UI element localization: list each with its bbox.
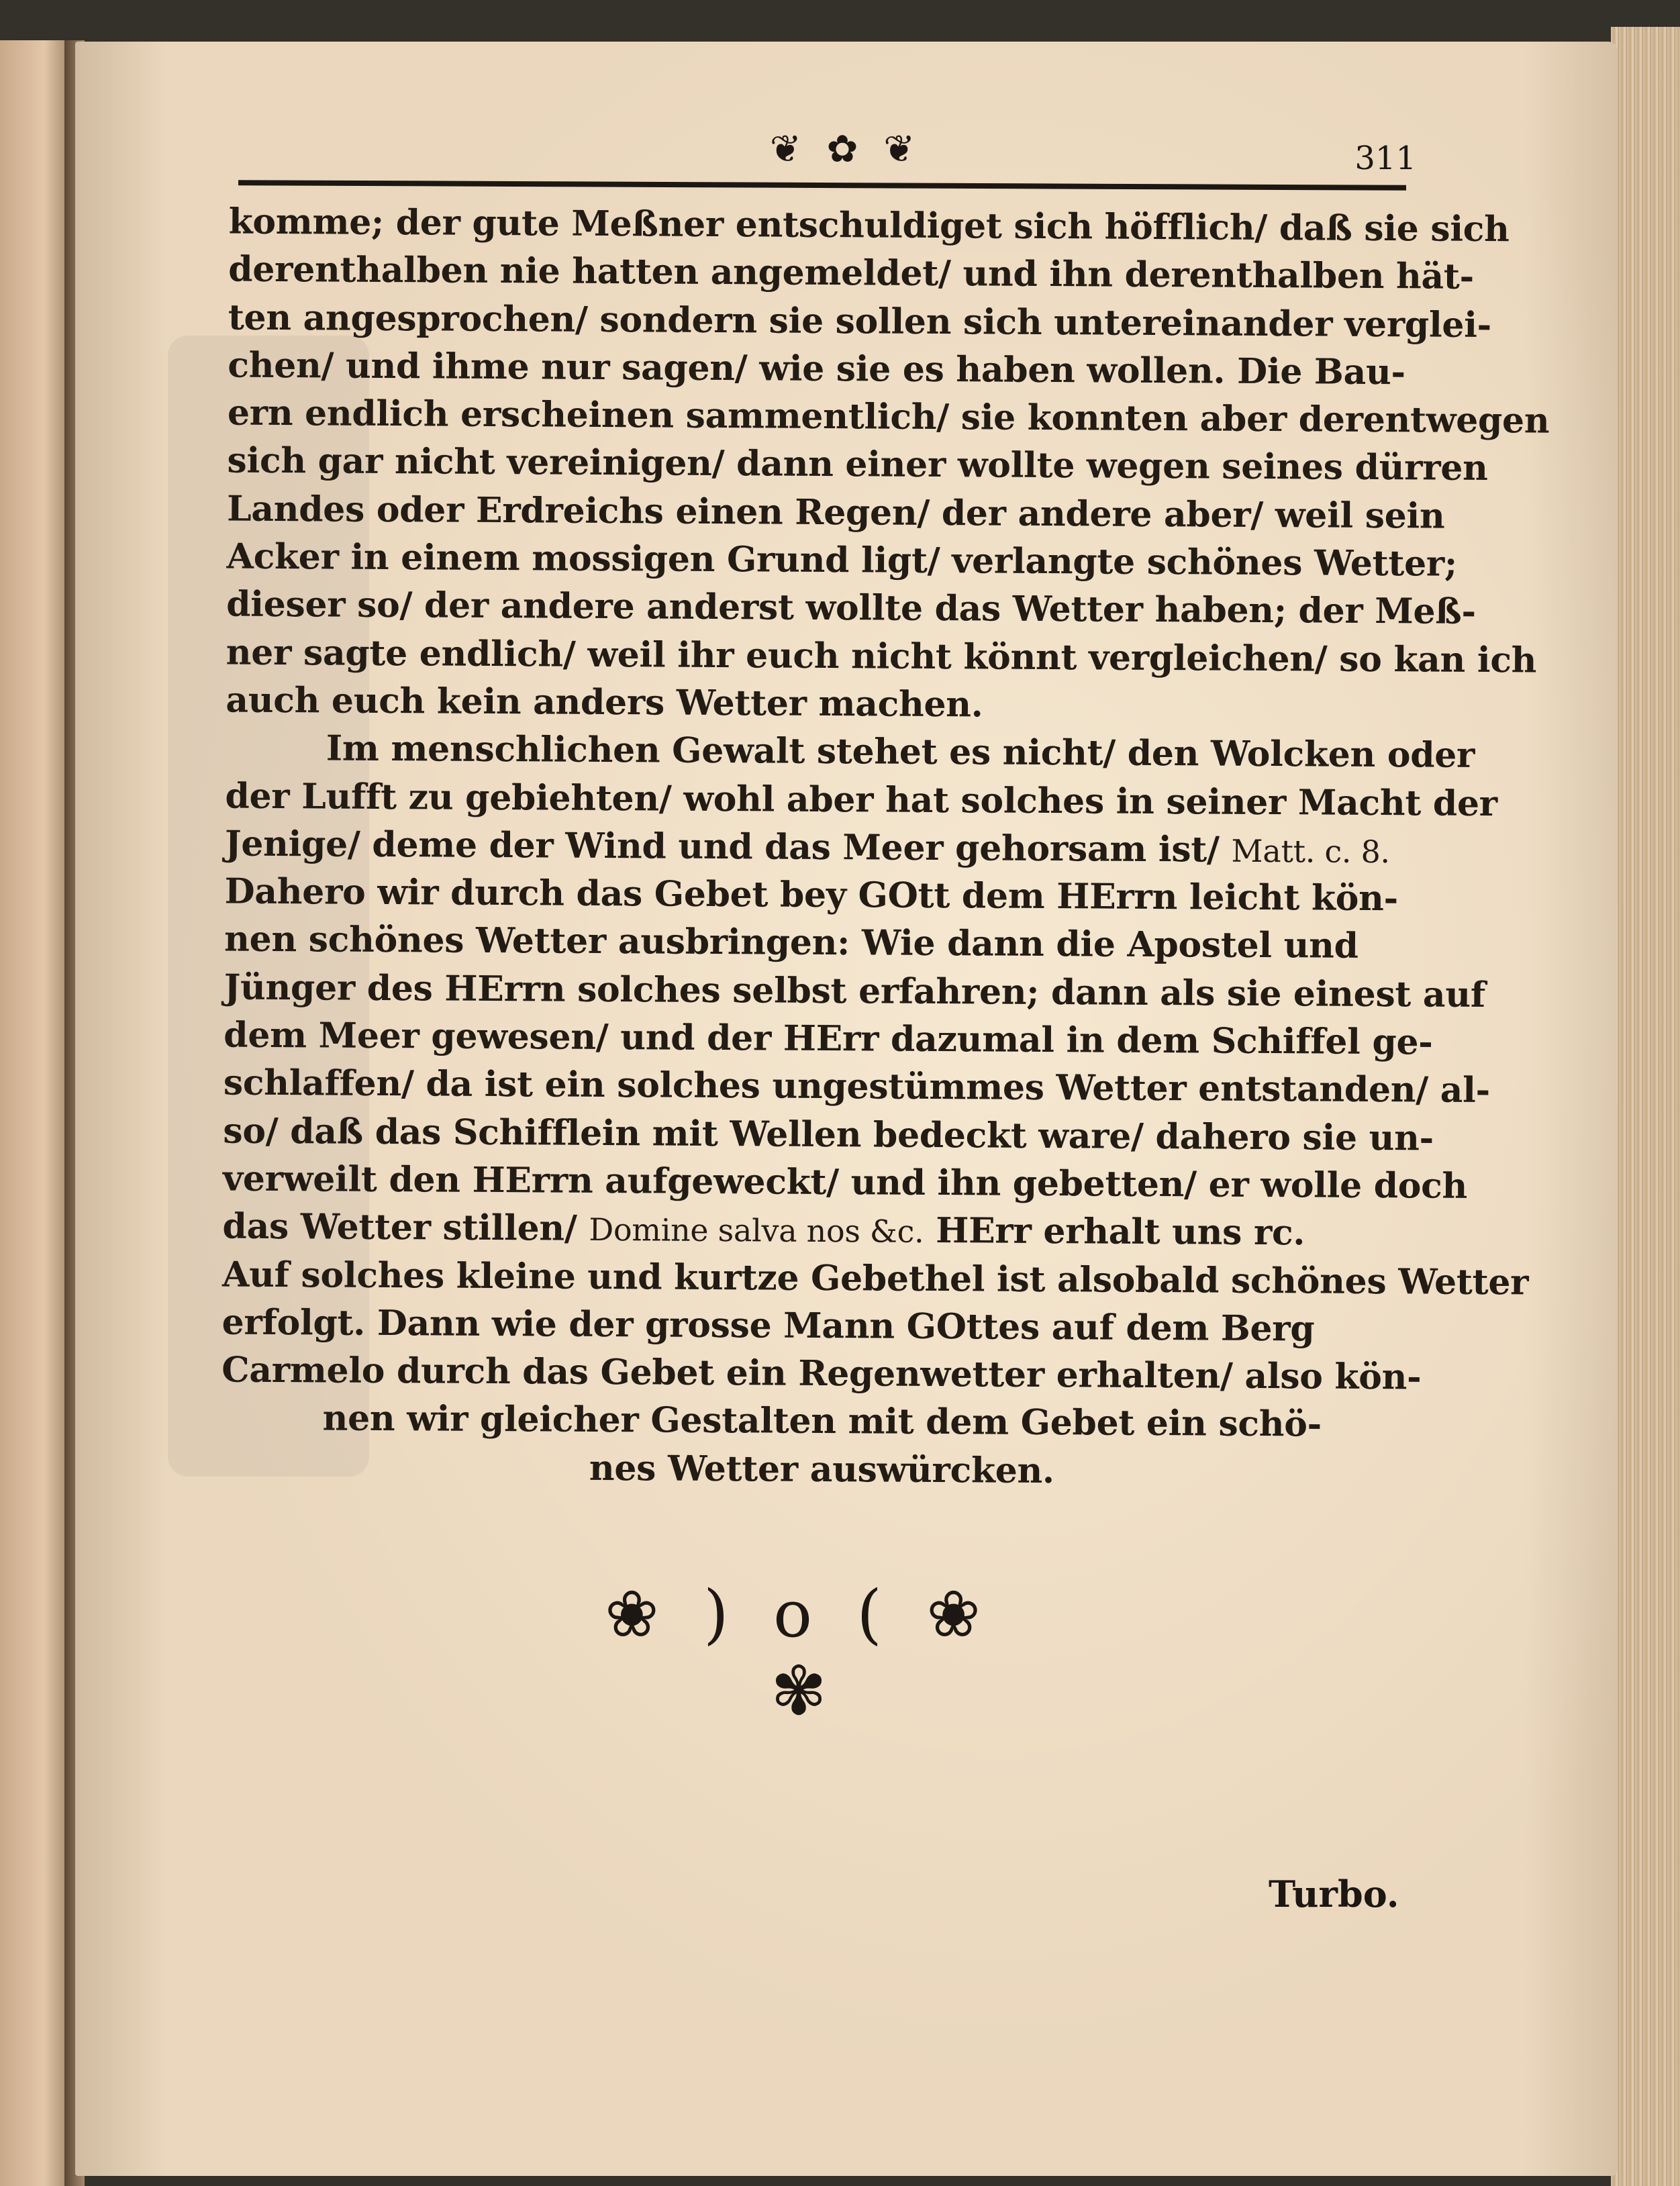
header-ornament-icon: ❦ ✿ ❦: [769, 128, 922, 171]
body-text: [221, 198, 1550, 1497]
page-number: 311: [1354, 140, 1416, 177]
text-line: dieser so/ der andere anderst wollte das Wetter haben; der Meß-: [226, 583, 1476, 633]
text-line: Auf solches kleine und kurtze Gebethel ist alsobald schönes Wetter: [221, 1254, 1529, 1303]
text-line: schlaffen/ da ist ein solches ungestümmes Wetter entstanden/ al-: [223, 1062, 1491, 1111]
page-stack-edges: [1611, 27, 1680, 2186]
text-line: so/ daß das Schifflein mit Wellen bedeckt ware/ dahero sie un-: [223, 1110, 1434, 1159]
text-line: chen/ und ihme nur sagen/ wie sie es haben wollen. Die Bau-: [228, 344, 1405, 393]
text-line: Landes oder Erdreichs einen Regen/ der andere aber/ weil sein: [226, 488, 1445, 537]
text-line: Carmelo durch das Gebet ein Regenwetter erhalten/ also kön-: [221, 1349, 1422, 1398]
text-line: erfolgt. Dann wie der grosse Mann GOttes auf dem Berg: [221, 1301, 1315, 1350]
text-line-with-latin: [222, 1203, 1424, 1258]
text-line: dem Meer gewesen/ und der HErr dazumal in dem Schiffel ge-: [224, 1014, 1433, 1063]
text-line: Im menschlichen Gewalt stehet es nicht/ den Wolcken oder: [326, 728, 1475, 777]
text-line: nen wir gleicher Gestalten mit dem Gebet ein schö-: [322, 1397, 1322, 1445]
text-line: derenthalben nie hatten angemeldet/ und ihn derenthalben hät-: [228, 248, 1475, 298]
text-line: Acker in einem mossigen Grund ligt/ verlangte schönes Wetter;: [226, 536, 1458, 585]
page-header: [238, 128, 1416, 188]
text-line: Dahero wir durch das Gebet bey GOtt dem HErrn leicht kön-: [224, 871, 1399, 920]
text-line: nes Wetter auswürcken.: [589, 1447, 1055, 1491]
text-line-with-citation: [225, 819, 1426, 875]
latin-quote: Domine salva nos &c.: [589, 1211, 924, 1250]
flower-ornament-icon: ✾: [771, 1652, 827, 1730]
latin-citation: Matt. c. 8.: [1231, 832, 1391, 870]
text-line: ner sagte endlich/ weil ihr euch nicht könnt vergleichen/ so kan ich: [226, 632, 1537, 681]
text-line: ern endlich erscheinen sammentlich/ sie konnten aber derentwegen: [227, 392, 1550, 442]
text-line: ten angesprochen/ sondern sie sollen sich untereinander verglei-: [228, 297, 1492, 346]
text-line: Jünger des HErrn solches selbst erfahren; dann als sie einest auf: [224, 966, 1486, 1015]
text-line: der Lufft zu gebiehten/ wohl aber hat solches in seiner Macht der: [225, 775, 1498, 824]
flower-ornament-icon: ❀ ) o ( ❀: [605, 1577, 993, 1652]
text-segment: das Wetter stillen/: [222, 1205, 577, 1249]
text-line: nen schönes Wetter ausbringen: Wie dann die Apostel und: [224, 918, 1358, 967]
text-line: sich gar nicht vereinigen/ dann einer wollte wegen seines dürren: [227, 440, 1488, 489]
catchword: Turbo.: [1269, 1873, 1399, 1916]
text-segment: HErr erhalt uns rc.: [936, 1210, 1305, 1254]
left-page-edge: [0, 40, 74, 2186]
text-line: auch euch kein anders Wetter machen.: [226, 679, 983, 726]
text-line: verweilt den HErrn aufgeweckt/ und ihn gebetten/ er wolle doch: [222, 1158, 1468, 1207]
tailpiece-ornament: [584, 1577, 1014, 1779]
text-line: komme; der gute Meßner entschuldiget sich höfflich/ daß sie sich: [228, 201, 1510, 250]
text-segment: Jenige/ deme der Wind und das Meer gehorsam ist/: [224, 823, 1220, 871]
